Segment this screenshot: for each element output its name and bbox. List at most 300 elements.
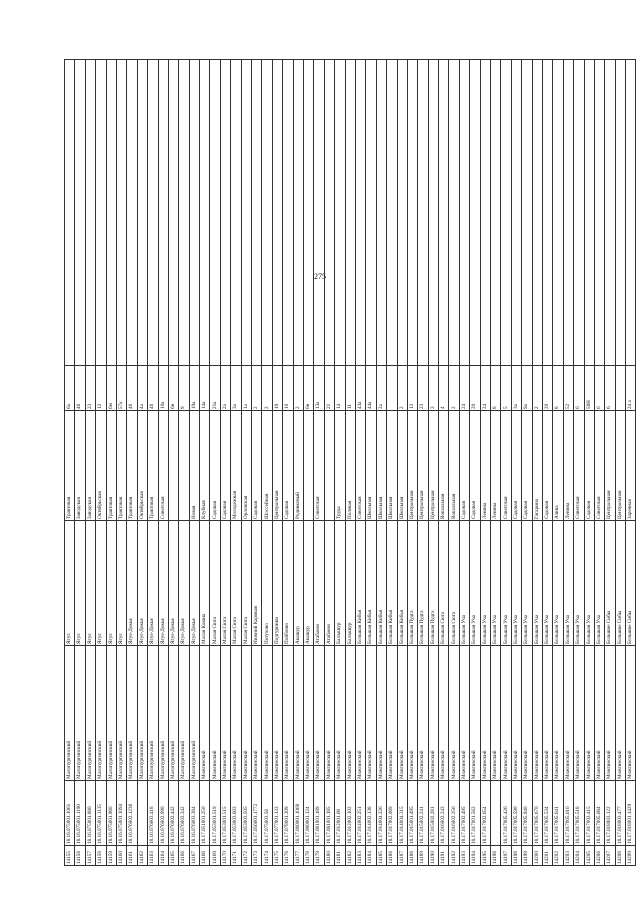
cell-district: Можгинский xyxy=(220,646,230,781)
cell-id: 14172 xyxy=(241,846,251,866)
cell-street: Школьная xyxy=(376,411,386,521)
cell-house: 23 xyxy=(418,366,428,411)
cell-district: Можгинский xyxy=(231,646,241,781)
table-row xyxy=(428,60,438,866)
cell-id: 14160 xyxy=(116,846,126,866)
cell-district: Можгинский xyxy=(563,646,573,781)
cell-street: Трактовая xyxy=(106,411,116,521)
cell-id: 14157 xyxy=(85,846,95,866)
cell-district: Малопургинский xyxy=(158,646,168,781)
cell-empty xyxy=(241,60,251,366)
table-row xyxy=(376,60,386,866)
cell-id: 14159 xyxy=(106,846,116,866)
cell-locality: Большая Кибья xyxy=(387,521,397,646)
cell-locality: Большая Уча xyxy=(532,521,542,646)
cell-street: Октябрьская xyxy=(137,411,147,521)
cell-locality: Большая Кибья xyxy=(355,521,365,646)
cell-district: Можгинский xyxy=(355,646,365,781)
cell-district: Можгинский xyxy=(324,646,334,781)
cell-house: 44а xyxy=(366,366,376,411)
cell-empty xyxy=(179,60,189,366)
cell-house: 8 xyxy=(553,366,563,411)
table-row xyxy=(314,60,324,866)
cell-district: Можгинский xyxy=(584,646,594,781)
rotated-table-frame xyxy=(64,60,634,866)
cell-locality: Большая Уча xyxy=(553,521,563,646)
cell-house: 9 xyxy=(179,366,189,411)
cell-locality: Большая Уча xyxy=(542,521,552,646)
cell-district: Можгинский xyxy=(459,646,469,781)
table-row xyxy=(106,60,116,866)
cell-house: 13 xyxy=(407,366,417,411)
cell-district: Малопургинский xyxy=(179,646,189,781)
cell-code: 18.17.081001.185 xyxy=(324,781,334,846)
cell-id: 14196 xyxy=(491,846,501,866)
cell-empty xyxy=(355,60,365,366)
cell-house: 2а xyxy=(220,366,230,411)
cell-house: 19 xyxy=(272,366,282,411)
cell-code: 18.17.012002.102 xyxy=(345,781,355,846)
table-row xyxy=(407,60,417,866)
cell-empty xyxy=(252,60,262,366)
cell-district: Малопургинский xyxy=(96,646,106,781)
cell-district: Можгинский xyxy=(262,646,272,781)
cell-empty xyxy=(75,60,85,366)
cell-district: Малопургинский xyxy=(127,646,137,781)
cell-empty xyxy=(532,60,542,366)
cell-house: 3 xyxy=(428,366,438,411)
cell-empty xyxy=(231,60,241,366)
cell-house: 6н xyxy=(303,366,313,411)
cell-street: Центральная xyxy=(418,411,428,521)
cell-code: 18.16.075001.1190 xyxy=(75,781,85,846)
cell-district: Можгинский xyxy=(345,646,355,781)
cell-id: 14206 xyxy=(594,846,604,866)
cell-code: 18.16.076002.1236 xyxy=(127,781,137,846)
cell-id: 14204 xyxy=(574,846,584,866)
cell-empty xyxy=(335,60,345,366)
cell-empty xyxy=(574,60,584,366)
cell-empty xyxy=(480,60,490,366)
cell-id: 14166 xyxy=(179,846,189,866)
cell-district: Можгинский xyxy=(470,646,480,781)
cell-street: Вокзальная xyxy=(439,411,449,521)
cell-district: Можгинский xyxy=(626,646,636,781)
cell-empty xyxy=(605,60,615,366)
cell-code xyxy=(491,781,501,846)
cell-district: Можгинский xyxy=(210,646,220,781)
cell-house: 6 xyxy=(574,366,584,411)
cell-locality: Большая Уча xyxy=(501,521,511,646)
cell-id: 14184 xyxy=(366,846,376,866)
page-number: 275 xyxy=(314,272,326,281)
cell-street: Орловская xyxy=(241,411,251,521)
cell-house: 6 xyxy=(605,366,615,411)
cell-house: 10а xyxy=(158,366,168,411)
cell-district: Малопургинский xyxy=(65,646,75,781)
cell-id: 14167 xyxy=(189,846,199,866)
cell-empty xyxy=(345,60,355,366)
cell-empty xyxy=(96,60,106,366)
table-row xyxy=(262,60,272,866)
table-row xyxy=(584,60,594,866)
cell-empty xyxy=(293,60,303,366)
table-row xyxy=(355,60,365,866)
cell-locality: Акашур xyxy=(303,521,313,646)
cell-code: 18.17.017002.654 xyxy=(480,781,490,846)
cell-district: Можгинский xyxy=(366,646,376,781)
cell-code: 18.16.075001.1061 xyxy=(65,781,75,846)
cell-code: 18.17.053003.505 xyxy=(241,781,251,846)
cell-district: Малопургинский xyxy=(75,646,85,781)
cell-id: 14187 xyxy=(397,846,407,866)
cell-code: 18.17.017005.684 xyxy=(594,781,604,846)
cell-empty xyxy=(116,60,126,366)
cell-empty xyxy=(200,60,210,366)
cell-locality: Большая Уча xyxy=(522,521,532,646)
cell-id: 14207 xyxy=(605,846,615,866)
cell-district: Можгинский xyxy=(480,646,490,781)
cell-house: 14а xyxy=(200,366,210,411)
cell-code: 18.17.018001.1429 xyxy=(626,781,636,846)
cell-locality: Большая Уча xyxy=(574,521,584,646)
cell-district: Можгинский xyxy=(241,646,251,781)
cell-district: Малопургинский xyxy=(85,646,95,781)
cell-empty xyxy=(85,60,95,366)
table-row xyxy=(491,60,501,866)
cell-house: 13а xyxy=(314,366,324,411)
cell-street: Советская xyxy=(355,411,365,521)
cell-district: Можгинский xyxy=(283,646,293,781)
cell-id: 14168 xyxy=(200,846,210,866)
table-row xyxy=(241,60,251,866)
cell-empty xyxy=(387,60,397,366)
cell-house: 3а xyxy=(231,366,241,411)
cell-district: Можгинский xyxy=(418,646,428,781)
cell-house: 5 xyxy=(501,366,511,411)
cell-house: 46 xyxy=(75,366,85,411)
cell-empty xyxy=(615,60,625,366)
cell-house: 6м xyxy=(106,366,116,411)
table-row xyxy=(418,60,428,866)
cell-locality: Ягул-Докья xyxy=(127,521,137,646)
cell-id: 14171 xyxy=(231,846,241,866)
cell-street: Октябрьская xyxy=(96,411,106,521)
cell-locality: Большая Уча xyxy=(470,521,480,646)
cell-locality: Большая Пудга xyxy=(428,521,438,646)
table-row xyxy=(553,60,563,866)
cell-id: 14175 xyxy=(272,846,282,866)
cell-id: 14183 xyxy=(355,846,365,866)
cell-locality: Подгурники xyxy=(272,521,282,646)
cell-district: Можгинский xyxy=(397,646,407,781)
cell-code: 18.17.080001.1068 xyxy=(293,781,303,846)
cell-locality: Большая Кибья xyxy=(366,521,376,646)
table-row xyxy=(480,60,490,866)
cell-code: 18.17.017005.590 xyxy=(511,781,521,846)
cell-locality: Ягул xyxy=(116,521,126,646)
cell-locality: Малая Сюга xyxy=(220,521,230,646)
cell-id: 14202 xyxy=(553,846,563,866)
cell-locality: Ягул xyxy=(65,521,75,646)
cell-street xyxy=(324,411,334,521)
cell-empty xyxy=(418,60,428,366)
cell-code: 18.17.017005.641 xyxy=(553,781,563,846)
cell-house: 4 xyxy=(439,366,449,411)
cell-locality: Большая Уча xyxy=(584,521,594,646)
cell-street: Азина xyxy=(553,411,563,521)
cell-id: 14188 xyxy=(407,846,417,866)
cell-house: 24 xyxy=(459,366,469,411)
cell-street: Садовая xyxy=(459,411,469,521)
cell-empty xyxy=(220,60,230,366)
table-row xyxy=(303,60,313,866)
table-row xyxy=(210,60,220,866)
cell-id: 14192 xyxy=(449,846,459,866)
cell-district: Можгинский xyxy=(574,646,584,781)
cell-house: 2 xyxy=(449,366,459,411)
cell-id: 14197 xyxy=(501,846,511,866)
cell-district: Можгинский xyxy=(553,646,563,781)
table-row xyxy=(397,60,407,866)
cell-house: 21а xyxy=(210,366,220,411)
table-row xyxy=(293,60,303,866)
cell-empty xyxy=(376,60,386,366)
cell-house: 6н xyxy=(168,366,178,411)
cell-empty xyxy=(626,60,636,366)
cell-street: Труда xyxy=(335,411,345,521)
cell-district: Можгинский xyxy=(376,646,386,781)
cell-district: Можгинский xyxy=(407,646,417,781)
cell-locality: Большая Пудга xyxy=(407,521,417,646)
cell-street: Молодежная xyxy=(231,411,241,521)
cell-code: 18.17.017001.562 xyxy=(470,781,480,846)
cell-district: Можгинский xyxy=(511,646,521,781)
cell-district: Можгинский xyxy=(605,646,615,781)
cell-street: Трактовая xyxy=(148,411,158,521)
cell-locality: Балзашур xyxy=(335,521,345,646)
cell-street: Ленина xyxy=(480,411,490,521)
cell-id: 14173 xyxy=(252,846,262,866)
cell-house: 23 xyxy=(85,366,95,411)
cell-street: Гагарина xyxy=(532,411,542,521)
cell-code: 18.17.053001.519 xyxy=(210,781,220,846)
cell-locality: Ягул-Докья xyxy=(179,521,189,646)
cell-locality: Малая Сюга xyxy=(241,521,251,646)
cell-district: Малопургинский xyxy=(137,646,147,781)
table-row xyxy=(179,60,189,866)
table-row xyxy=(220,60,230,866)
cell-locality: Большая Уча xyxy=(563,521,573,646)
cell-empty xyxy=(168,60,178,366)
cell-id: 14205 xyxy=(584,846,594,866)
cell-id: 14194 xyxy=(470,846,480,866)
cell-district: Можгинский xyxy=(491,646,501,781)
cell-locality: Ягул-Докья xyxy=(137,521,147,646)
cell-locality: Малая Кокша xyxy=(200,521,210,646)
cell-locality: Ягул-Докья xyxy=(148,521,158,646)
cell-house: 2 xyxy=(293,366,303,411)
table-row xyxy=(158,60,168,866)
cell-locality: Большая Уча xyxy=(459,521,469,646)
cell-house: 14 xyxy=(335,366,345,411)
cell-locality: Большая Сюга xyxy=(449,521,459,646)
table-row xyxy=(605,60,615,866)
cell-empty xyxy=(511,60,521,366)
cell-code: 18.16.075001.880 xyxy=(85,781,95,846)
cell-empty xyxy=(272,60,282,366)
table-row xyxy=(532,60,542,866)
cell-locality: Ягул-Докья xyxy=(189,521,199,646)
table-row xyxy=(116,60,126,866)
cell-street xyxy=(303,411,313,521)
cell-locality: Большая Кибья xyxy=(376,521,386,646)
cell-empty xyxy=(397,60,407,366)
cell-street xyxy=(168,411,178,521)
cell-street: Садовая xyxy=(584,411,594,521)
table-row xyxy=(501,60,511,866)
cell-district: Можгинский xyxy=(335,646,345,781)
cell-code: 18.17.016002.256 xyxy=(449,781,459,846)
cell-district: Можгинский xyxy=(314,646,324,781)
cell-street: Садовая xyxy=(210,411,220,521)
cell-locality: Большая Кибья xyxy=(397,521,407,646)
cell-street: Заводская xyxy=(75,411,85,521)
cell-house: 8 xyxy=(491,366,501,411)
cell-locality: Ягул xyxy=(96,521,106,646)
table-row xyxy=(127,60,137,866)
cell-house: 2а xyxy=(376,366,386,411)
cell-street: Школьная xyxy=(387,411,397,521)
cell-code: 18.16.076003.384 xyxy=(189,781,199,846)
cell-code: 18.17.014002.138 xyxy=(366,781,376,846)
cell-id: 14186 xyxy=(387,846,397,866)
cell-house: 3а xyxy=(511,366,521,411)
cell-street: Шоссейная xyxy=(262,411,272,521)
cell-code: 18.17.016002.243 xyxy=(439,781,449,846)
cell-house: 19а xyxy=(189,366,199,411)
cell-code: 18.17.018003.122 xyxy=(605,781,615,846)
table-row xyxy=(137,60,147,866)
cell-house: 52 xyxy=(563,366,573,411)
cell-id: 14165 xyxy=(168,846,178,866)
table-row xyxy=(324,60,334,866)
cell-code: 18.17.012001.68 xyxy=(335,781,345,846)
table-row xyxy=(189,60,199,866)
cell-id: 14156 xyxy=(75,846,85,866)
cell-empty xyxy=(137,60,147,366)
cell-district: Можгинский xyxy=(532,646,542,781)
cell-empty xyxy=(407,60,417,366)
cell-district: Малопургинский xyxy=(116,646,126,781)
cell-code: 18.17.014004.315 xyxy=(397,781,407,846)
cell-house: 20 xyxy=(470,366,480,411)
cell-house xyxy=(387,366,397,411)
cell-street: Центральная xyxy=(428,411,438,521)
cell-district: Малопургинский xyxy=(168,646,178,781)
cell-locality: Большая Пудга xyxy=(418,521,428,646)
cell-empty xyxy=(491,60,501,366)
table-row xyxy=(200,60,210,866)
cell-code: 18.17.078001.309 xyxy=(283,781,293,846)
cell-street: Садовая xyxy=(522,411,532,521)
cell-code: 18.17.017005.518 xyxy=(574,781,584,846)
cell-street: Советская xyxy=(574,411,584,521)
table-row xyxy=(387,60,397,866)
cell-locality: Ягул xyxy=(106,521,116,646)
cell-locality: Ягул-Докья xyxy=(158,521,168,646)
cell-id: 14200 xyxy=(532,846,542,866)
cell-id: 14203 xyxy=(563,846,573,866)
cell-id: 14170 xyxy=(220,846,230,866)
cell-street: Садовая xyxy=(470,411,480,521)
cell-empty xyxy=(522,60,532,366)
cell-street: Школьная xyxy=(366,411,376,521)
cell-code: 18.17.056001.1772 xyxy=(252,781,262,846)
table-row xyxy=(283,60,293,866)
cell-id: 14158 xyxy=(96,846,106,866)
cell-street: Советская xyxy=(314,411,324,521)
cell-street: Трактовая xyxy=(116,411,126,521)
cell-street: Советская xyxy=(501,411,511,521)
cell-id: 14181 xyxy=(335,846,345,866)
cell-empty xyxy=(314,60,324,366)
cell-house: 24 xyxy=(480,366,490,411)
table-row xyxy=(231,60,241,866)
cell-locality: Малая Сюга xyxy=(210,521,220,646)
cell-house: 20 xyxy=(542,366,552,411)
cell-empty xyxy=(428,60,438,366)
cell-code: 18.16.075001.1135 xyxy=(96,781,106,846)
cell-district: Можгинский xyxy=(542,646,552,781)
cell-locality: Малая Сюга xyxy=(231,521,241,646)
table-row xyxy=(542,60,552,866)
cell-code: 18.17.017005.534 xyxy=(542,781,552,846)
cell-code: 18.17.017002.069 xyxy=(387,781,397,846)
cell-house: 2 xyxy=(532,366,542,411)
cell-code: 18.17.080001.124 xyxy=(303,781,313,846)
cell-house: 43а xyxy=(355,366,365,411)
cell-empty xyxy=(158,60,168,366)
cell-id: 14201 xyxy=(542,846,552,866)
cell-empty xyxy=(210,60,220,366)
table-row xyxy=(65,60,75,866)
cell-id: 14191 xyxy=(439,846,449,866)
cell-street: Заводская xyxy=(85,411,95,521)
cell-house: 46 xyxy=(148,366,158,411)
table-row xyxy=(470,60,480,866)
cell-empty xyxy=(470,60,480,366)
cell-code: 18.16.076003.342 xyxy=(179,781,189,846)
rotated-table-container xyxy=(64,60,634,866)
cell-street: Садовая xyxy=(220,411,230,521)
cell-locality: Большие Сибы xyxy=(626,521,636,646)
cell-code: 18.17.081001.189 xyxy=(314,781,324,846)
cell-id: 14199 xyxy=(522,846,532,866)
cell-house: 10 xyxy=(283,366,293,411)
cell-id: 14198 xyxy=(511,846,521,866)
cell-id: 14182 xyxy=(345,846,355,866)
table-row xyxy=(511,60,521,866)
cell-house: 6 xyxy=(594,366,604,411)
cell-locality: Большая Уча xyxy=(594,521,604,646)
cell-code: 18.17.053001.515 xyxy=(220,781,230,846)
cell-street: Садовая xyxy=(542,411,552,521)
cell-locality: Акашур xyxy=(293,521,303,646)
cell-locality: Атабаево xyxy=(314,521,324,646)
cell-house: 46 xyxy=(127,366,137,411)
cell-house: 58Н xyxy=(584,366,594,411)
